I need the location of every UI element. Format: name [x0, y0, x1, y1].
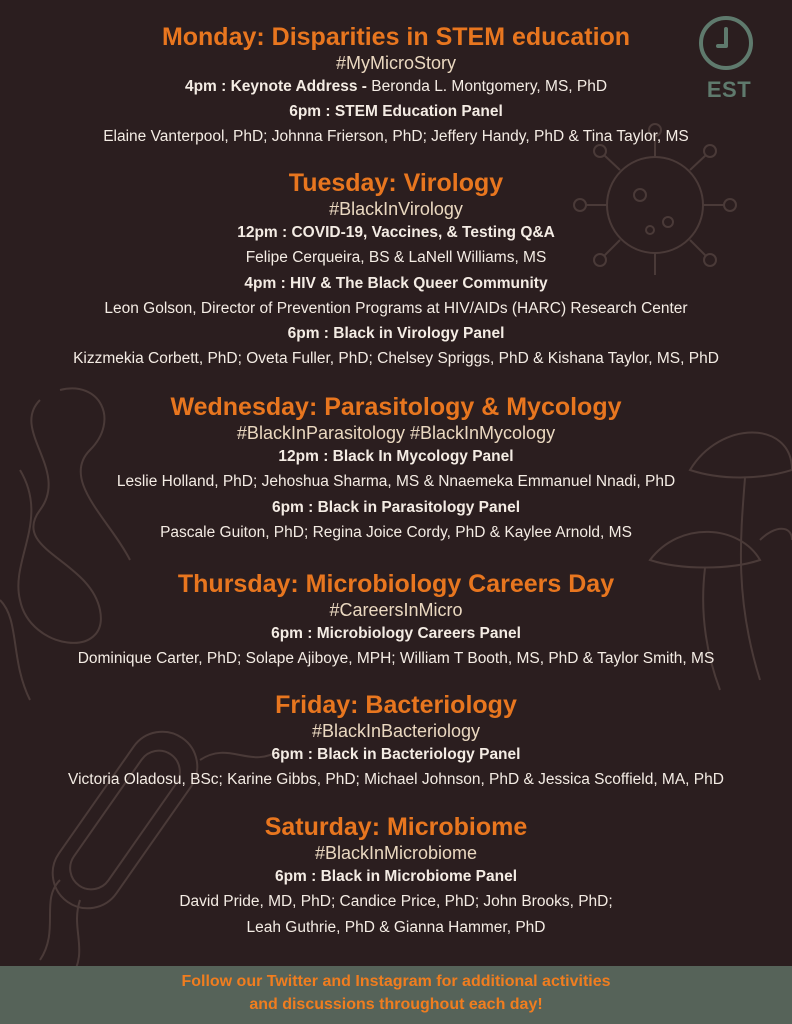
day-friday	[0, 690, 792, 793]
speakers-line: Pascale Guiton, PhD; Regina Joice Cordy, PhD & Kaylee Arnold, MS	[160, 523, 632, 541]
day-hashtag: #BlackInVirology	[329, 199, 463, 219]
speakers-line: Leslie Holland, PhD; Jehoshua Sharma, MS & Nnaemeka Emmanuel Nnadi, PhD	[116, 473, 676, 490]
event-line: 4pm : HIV & The Black Queer Community	[244, 274, 548, 292]
event-line: 6pm : Microbiology Careers Panel	[271, 625, 521, 642]
speakers-line: Victoria Oladosu, BSc; Karine Gibbs, PhD; Michael Johnson, PhD & Jessica Scoffield, MA, PhD	[68, 771, 724, 788]
day-title: Tuesday: Virology	[288, 169, 504, 197]
event-line: 6pm : Black in Virology Panel	[287, 325, 505, 342]
day-hashtag: #MyMicroStory	[335, 53, 456, 73]
footer-line-1: Follow our Twitter and Instagram for additional activities	[181, 973, 611, 990]
speakers-line: Felipe Cerqueira, BS & LaNell Williams, MS	[245, 249, 547, 266]
day-hashtag: #BlackInMicrobiome	[314, 843, 478, 863]
footer-line-2: and discussions throughout each day!	[249, 996, 543, 1013]
event-line: 6pm : STEM Education Panel	[289, 103, 503, 120]
speakers-line: Leah Guthrie, PhD & Gianna Hammer, PhD	[246, 918, 546, 936]
event-line: 6pm : Black in Bacteriology Panel	[271, 746, 521, 763]
day-hashtag: #BlackInBacteriology	[311, 721, 481, 741]
speakers-line: Leon Golson, Director of Prevention Programs at HIV/AIDs (HARC) Research Center	[104, 299, 688, 317]
event-line: 6pm : Black in Microbiome Panel	[274, 868, 518, 885]
speakers-line: Elaine Vanterpool, PhD; Johnna Frierson, PhD; Jeffery Handy, PhD & Tina Taylor, MS	[103, 128, 689, 145]
day-saturday	[0, 812, 792, 940]
event-line: 4pm : Keynote Address - Beronda L. Montgomery, MS, PhD	[184, 78, 608, 95]
day-title: Monday: Disparities in STEM education	[161, 23, 631, 51]
day-tuesday	[0, 168, 792, 372]
day-wednesday	[0, 392, 792, 545]
event-line: 12pm : Black In Mycology Panel	[278, 448, 514, 465]
day-title: Thursday: Microbiology Careers Day	[177, 570, 615, 598]
day-title: Friday: Bacteriology	[275, 691, 517, 719]
speakers-line: Dominique Carter, PhD; Solape Ajiboye, MPH; William T Booth, MS, PhD & Taylor Smith, MS	[77, 650, 715, 667]
day-thursday	[0, 569, 792, 672]
speakers-line: Kizzmekia Corbett, PhD; Oveta Fuller, PhD; Chelsey Spriggs, PhD & Kishana Taylor, MS, PhD	[73, 350, 719, 367]
day-title: Saturday: Microbiome	[264, 813, 528, 841]
timezone-label: EST	[706, 77, 752, 102]
speakers-line: David Pride, MD, PhD; Candice Price, PhD; John Brooks, PhD;	[179, 893, 613, 910]
day-hashtag: #BlackInParasitology #BlackInMycology	[236, 423, 556, 443]
day-monday	[0, 22, 792, 150]
day-title: Wednesday: Parasitology & Mycology	[170, 393, 622, 421]
day-hashtag: #CareersInMicro	[329, 600, 463, 620]
event-line: 6pm : Black in Parasitology Panel	[271, 498, 521, 516]
event-line: 12pm : COVID-19, Vaccines, & Testing Q&A	[237, 224, 555, 241]
footer-banner	[0, 966, 792, 1024]
